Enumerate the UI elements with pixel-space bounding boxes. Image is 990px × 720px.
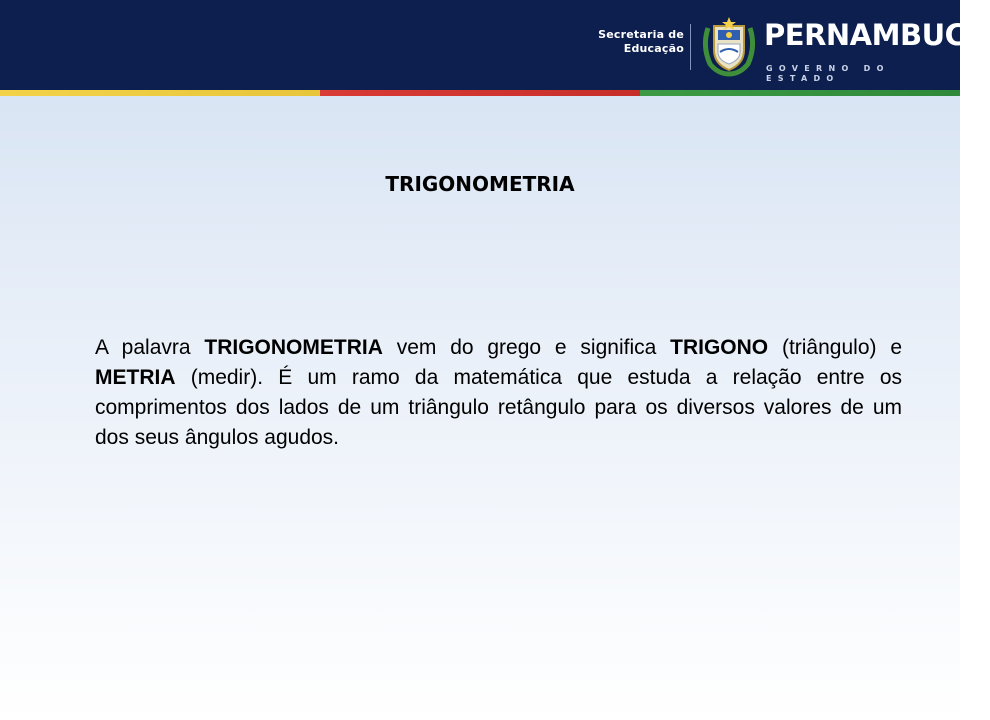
state-name: PERNAMBUCO: [764, 18, 990, 52]
para-text-1: A palavra: [95, 336, 205, 359]
slide-title: TRIGONOMETRIA: [385, 172, 575, 196]
para-text-3: (triângulo) e: [768, 336, 902, 359]
secretaria-line2: Educação: [623, 42, 684, 55]
stripe-yellow: [0, 90, 320, 96]
state-subtitle: GOVERNO DO ESTADO: [766, 64, 890, 83]
para-bold-metria: METRIA: [95, 366, 176, 389]
state-crest-icon: [700, 16, 758, 76]
header-divider: [690, 24, 691, 70]
para-bold-trigonometria: TRIGONOMETRIA: [204, 336, 383, 359]
stripe-green: [640, 90, 960, 96]
para-text-4: (medir). É um ramo da matemática que estuda a relação entre os comprimentos dos lados de um triângulo retângulo para os diversos valores de um dos seus ângulos agudos.: [95, 366, 902, 449]
stripe-red: [320, 90, 640, 96]
para-text-2: vem do grego e significa: [382, 336, 671, 359]
header-bar: [0, 0, 990, 90]
body-paragraph: [95, 333, 902, 453]
para-bold-trigono: TRIGONO: [670, 336, 769, 359]
secretaria-label: [598, 28, 684, 56]
flag-stripe: [0, 90, 960, 96]
secretaria-line1: Secretaria de: [598, 28, 684, 41]
